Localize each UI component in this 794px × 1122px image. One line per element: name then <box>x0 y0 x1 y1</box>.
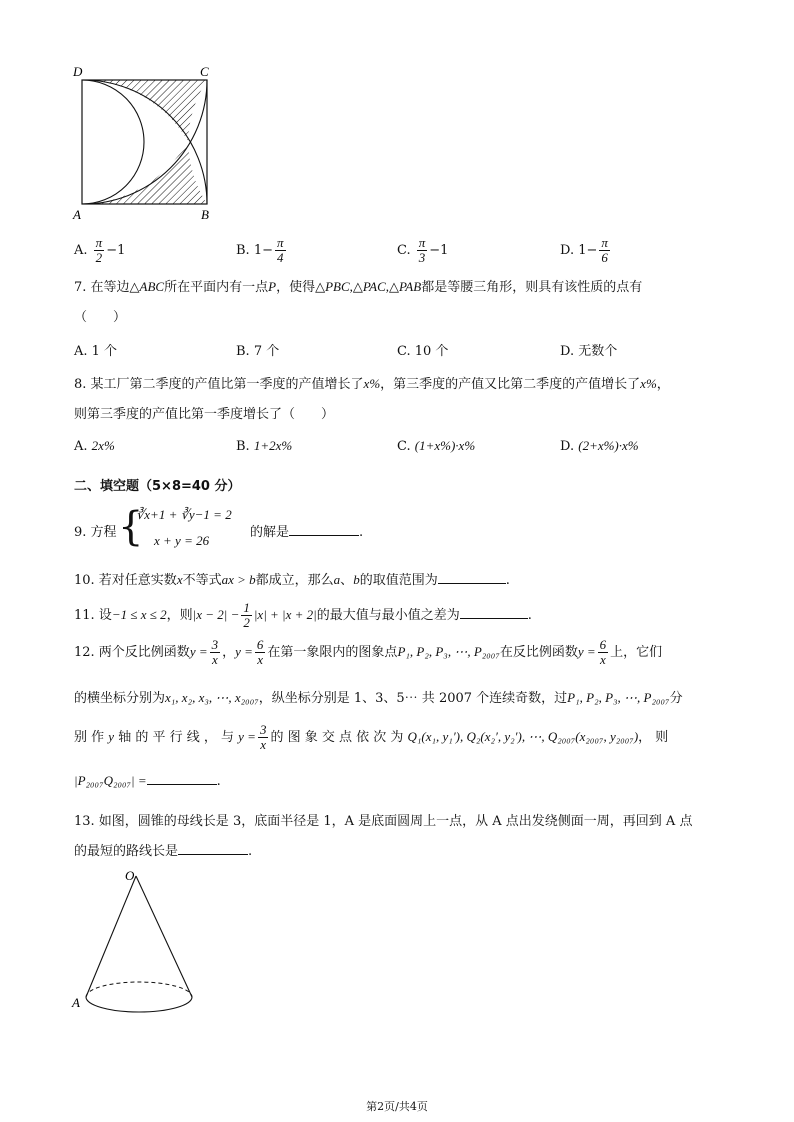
fraction <box>241 601 252 630</box>
cone-base-back <box>86 982 192 997</box>
text: 的最大值与最小值之差为 <box>316 608 460 623</box>
label-c: C <box>200 64 209 79</box>
text: . <box>505 573 510 588</box>
q6-option-c <box>397 236 448 265</box>
q8-stem-line2: 则第三季度的产值比第一季度增长了（ ） <box>74 407 335 422</box>
q6-option-b <box>236 236 288 265</box>
option-label: A. <box>74 439 88 454</box>
denominator: 6 <box>601 250 608 265</box>
q7-option-a: A. 1 个 <box>74 344 118 359</box>
denominator: x <box>260 737 267 752</box>
denominator: x <box>257 652 264 667</box>
half-circle-arc <box>82 80 144 204</box>
math: −1 ≤ x ≤ 2 <box>111 607 167 622</box>
text: . <box>216 774 221 789</box>
option-label: D. <box>560 439 575 454</box>
q12-line3 <box>74 723 668 752</box>
denominator: x <box>600 652 606 667</box>
numerator: π <box>277 235 284 250</box>
math: x% <box>363 376 381 391</box>
numerator: 3 <box>259 722 267 737</box>
q13-line1: 13. 如图，圆锥的母线长是 3，底面半径是 1，A 是底面圆周上一点，从 A 点出发绕侧面一周，再回到 A 点 <box>74 814 693 829</box>
text: 10. 若对任意实数 <box>74 573 177 588</box>
text: 轴 的 平 行 线 ， 与 <box>118 730 234 745</box>
math: y <box>108 729 115 744</box>
math: |x − 2| − <box>192 607 240 622</box>
option-label: B. <box>236 439 250 454</box>
q8-stem-line1 <box>74 373 670 392</box>
q7-option-b: B. 7 个 <box>236 344 280 359</box>
triangle-symbol: △ <box>389 280 400 295</box>
square-figure <box>72 64 222 224</box>
answer-blank <box>289 535 359 536</box>
q8-option-a <box>74 438 115 454</box>
text: ，纵坐标分别是 1、3、5⋯ 共 2007 个连续奇数，过 <box>258 691 568 706</box>
math: y = <box>238 729 256 744</box>
math: P₁, P₂, P₃, ⋯, P₂₀₀₇ <box>567 690 670 705</box>
fraction <box>598 638 609 667</box>
text: ， <box>656 377 670 392</box>
denominator: x <box>211 652 218 667</box>
denominator: 2 <box>243 615 250 630</box>
math: b <box>353 572 360 587</box>
q13-line2 <box>74 840 252 859</box>
numerator: 3 <box>211 637 219 652</box>
option-label: D. <box>560 243 575 258</box>
math: x% <box>640 376 657 391</box>
math: y = <box>189 644 208 659</box>
brace: { <box>118 504 144 550</box>
text: 所在平面内有一点 <box>164 280 269 295</box>
option-label: A. <box>74 243 88 258</box>
q7-option-c: C. 10 个 <box>397 344 449 359</box>
option-expr: (1+x%)·x% <box>414 438 476 453</box>
q10 <box>74 569 510 588</box>
text: 在第一象限内的图象点 <box>267 645 398 660</box>
fraction <box>275 236 286 265</box>
q7-stem <box>74 276 642 295</box>
numerator: 6 <box>256 637 264 652</box>
section-heading: 二、填空题（5×8=40 分） <box>74 479 241 494</box>
text: 、 <box>340 573 354 588</box>
page-footer: 第2页/共4页 <box>366 1100 428 1113</box>
equation-1: ∛x+1 + ∛y−1 = 2 <box>136 507 232 522</box>
text: 的 图 象 交 点 依 次 为 <box>270 730 404 745</box>
label-a: A <box>72 995 80 1010</box>
option-label: B. <box>236 243 250 258</box>
text: ，第三季度的产值又比第二季度的产值增长了 <box>380 377 641 392</box>
math: x <box>176 572 183 587</box>
answer-blank <box>438 583 506 584</box>
q8-option-c <box>397 438 475 454</box>
numerator: π <box>601 235 608 250</box>
equation-2: x + y = 26 <box>154 533 210 548</box>
text: ，使得 <box>276 280 316 295</box>
answer-blank <box>178 854 248 855</box>
q6-option-a <box>74 236 125 265</box>
cone-left-edge <box>86 876 136 997</box>
q6-option-d <box>560 236 612 265</box>
text: . <box>527 608 532 623</box>
q7-paren: （ ） <box>74 310 127 325</box>
math: PAC, <box>362 279 390 294</box>
text: 的横坐标分别为 <box>74 691 166 706</box>
answer-blank <box>460 618 528 619</box>
triangle-symbol: △ <box>315 280 326 295</box>
triangle-symbol: △ <box>352 280 363 295</box>
fraction <box>599 236 610 265</box>
text: 7. 在等边 <box>74 280 130 295</box>
q8-option-b <box>236 438 292 454</box>
shaded-region-bottom <box>82 141 207 204</box>
q8-option-d <box>560 438 639 454</box>
answer-blank <box>147 784 217 785</box>
math: y = <box>235 644 253 659</box>
option-head: 1− <box>578 243 598 258</box>
fraction <box>417 236 428 265</box>
shaded-region-top <box>82 80 207 141</box>
cone-right-edge <box>136 876 192 997</box>
text: 分 <box>669 691 683 706</box>
q12-line4 <box>74 773 221 789</box>
option-head: 1− <box>253 243 273 258</box>
text: ， <box>222 645 236 660</box>
label-o: O <box>125 868 135 883</box>
text: 12. 两个反比例函数 <box>74 645 190 660</box>
math: x₁, x₂, x₃, ⋯, x₂₀₀₇ <box>165 690 259 705</box>
text: 别 作 <box>74 730 105 745</box>
q11 <box>74 601 532 630</box>
option-tail: −1 <box>429 243 449 258</box>
text: 的取值范围为 <box>359 573 438 588</box>
label-a: A <box>73 207 81 222</box>
numerator: π <box>95 235 103 250</box>
text: 的解是 <box>250 525 290 540</box>
fraction <box>94 236 105 265</box>
text: ，则 <box>166 608 193 623</box>
denominator: 4 <box>277 250 284 265</box>
math: P <box>268 279 277 294</box>
fraction <box>258 723 269 752</box>
option-label: C. <box>397 243 411 258</box>
cone-figure <box>70 862 210 1027</box>
math: P₁, P₂, P₃, ⋯, P₂₀₀₇ <box>397 644 500 659</box>
label-d: D <box>73 64 83 79</box>
q9-prefix: 9. 方程 <box>74 525 117 540</box>
numerator: π <box>418 235 426 250</box>
math: ABC <box>139 279 165 294</box>
text: 的最短的路线长是 <box>74 844 179 859</box>
math: ax > b <box>221 572 256 587</box>
q12-line1 <box>74 638 662 667</box>
denominator: 2 <box>95 250 103 265</box>
option-expr: 2x% <box>91 438 115 453</box>
text: ， 则 <box>638 730 669 745</box>
q9 <box>74 505 404 555</box>
math: Q₁(x₁, y₁′), Q₂(x₂′, y₂′), ⋯, Q₂₀₀₇(x₂₀₀₇, y₂₀₀₇) <box>407 729 639 744</box>
text: 都成立，那么 <box>255 573 334 588</box>
q7-option-d: D. 无数个 <box>560 344 618 359</box>
text: . <box>359 525 364 540</box>
math: |x| + |x + 2| <box>253 607 317 622</box>
text: 上，它们 <box>610 645 663 660</box>
text: 都是等腰三角形，则具有该性质的点有 <box>421 280 643 295</box>
denominator: 3 <box>418 250 426 265</box>
numerator: 6 <box>599 637 607 652</box>
text: 不等式 <box>182 573 222 588</box>
option-label: C. <box>397 439 411 454</box>
q9-suffix <box>250 521 363 540</box>
math: |P₂₀₀₇Q₂₀₀₇| = <box>74 773 147 788</box>
option-tail: −1 <box>106 243 126 258</box>
fraction <box>255 638 266 667</box>
option-expr: 1+2x% <box>253 438 293 453</box>
math: PAB <box>399 279 422 294</box>
text: 11. 设 <box>74 608 112 623</box>
math: PBC, <box>325 279 353 294</box>
cone-base-front <box>86 997 192 1012</box>
q12-line2 <box>74 687 683 706</box>
label-b: B <box>201 207 209 222</box>
math: y = <box>577 644 596 659</box>
option-expr: (2+x%)·x% <box>578 438 639 453</box>
text: 8. 某工厂第二季度的产值比第一季度的产值增长了 <box>74 377 364 392</box>
numerator: 1 <box>243 600 250 615</box>
text: 在反比例函数 <box>499 645 578 660</box>
text: . <box>248 844 253 859</box>
triangle-symbol: △ <box>129 280 140 295</box>
math: a <box>333 572 341 587</box>
fraction <box>210 638 221 667</box>
